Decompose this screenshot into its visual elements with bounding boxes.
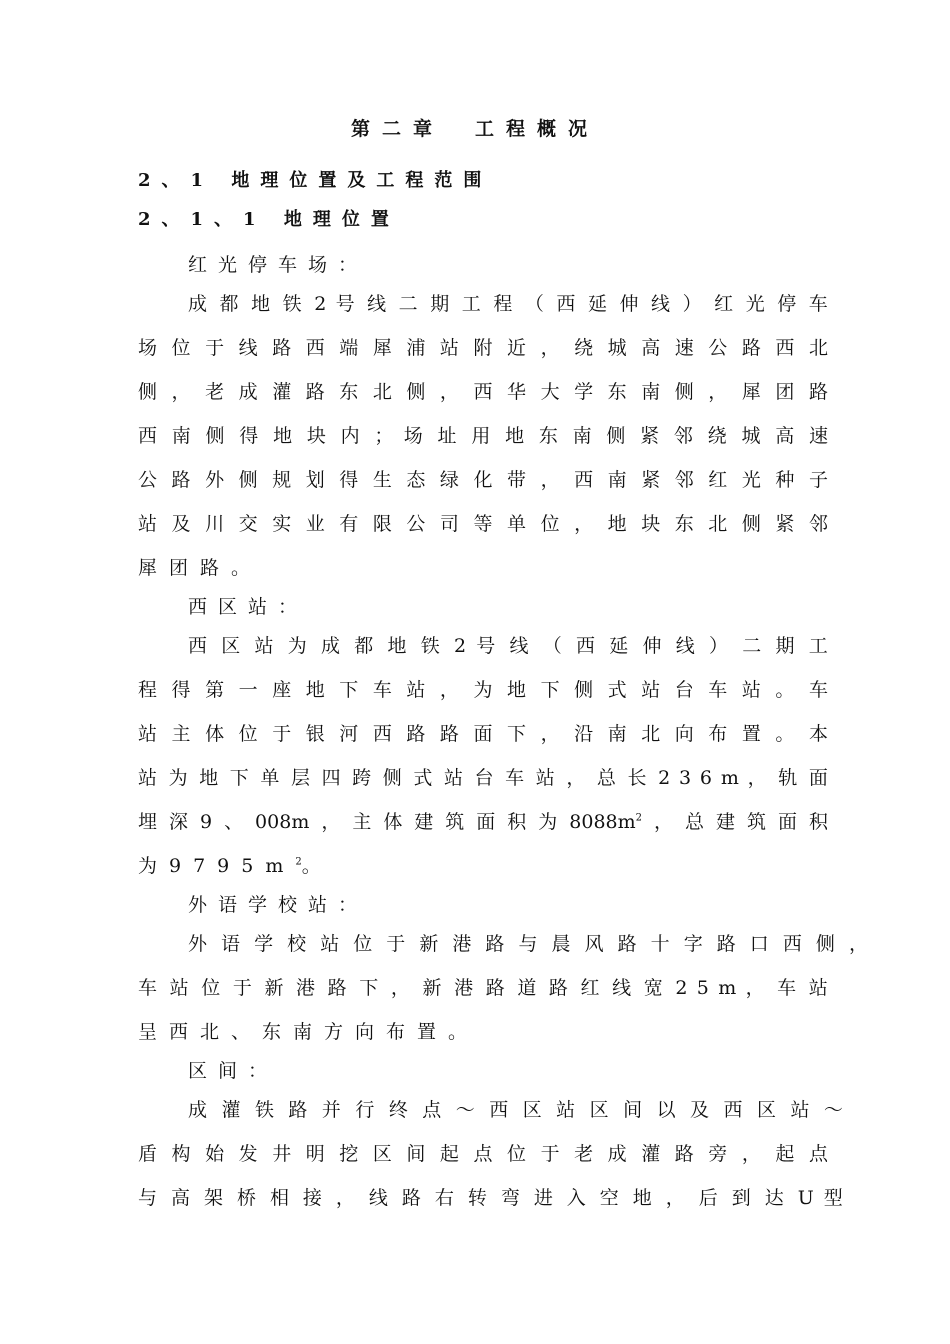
paragraph-line: 西 区 站 为 成 都 地 铁 2 号 线 （ 西 延 伸 线 ） 二 期 工 — [188, 635, 828, 657]
paragraph-line: 成 都 地 铁 2 号 线 二 期 工 程 （ 西 延 伸 线 ） 红 光 停 车 — [188, 293, 828, 315]
qujian-heading: 区间： — [188, 1060, 279, 1082]
paragraph-line: 与 高 架 桥 相 接 ， 线 路 右 转 弯 进 入 空 地 ， 后 到 达 U 型 — [138, 1187, 843, 1209]
paragraph-line: 站 为 地 下 单 层 四 跨 侧 式 站 台 车 站 ， 总 长 2 3 6 m ， 轨 面 — [138, 767, 828, 789]
paragraph-line: 程 得 第 一 座 地 下 车 站 ， 为 地 下 侧 式 站 台 车 站 。 车 — [138, 679, 828, 701]
hongguang-heading: 红光停车场： — [188, 254, 369, 276]
paragraph-line: 呈西北、东南方向布置。 — [138, 1021, 480, 1043]
paragraph-line: 站 及 川 交 实 业 有 限 公 司 等 单 位 ， 地 块 东 北 侧 紧 邻 — [138, 513, 828, 535]
paragraph-line: 西 南 侧 得 地 块 内 ； 场 址 用 地 东 南 侧 紧 邻 绕 城 高 速 — [138, 425, 828, 447]
paragraph-line: 场 位 于 线 路 西 端 犀 浦 站 附 近 ， 绕 城 高 速 公 路 西 北 — [138, 337, 828, 359]
paragraph-line: 犀团路。 — [138, 557, 263, 579]
waiyu-heading: 外语学校站： — [188, 894, 369, 916]
paragraph-line: 成 灌 铁 路 并 行 终 点 ～ 西 区 站 区 间 以 及 西 区 站 ～ — [188, 1099, 843, 1121]
text-span: ，总建筑面积 — [642, 811, 828, 833]
paragraph-line: 侧 ， 老 成 灌 路 东 北 侧 ， 西 华 大 学 东 南 侧 ， 犀 团 路 — [138, 381, 828, 403]
text-span: 为9795m — [138, 855, 296, 877]
xiqu-heading: 西区站： — [188, 596, 309, 618]
superscript: 2 — [635, 812, 643, 824]
paragraph-line: 站 主 体 位 于 银 河 西 路 路 面 下 ， 沿 南 北 向 布 置 。 本 — [138, 723, 828, 745]
paragraph-line: 车 站 位 于 新 港 路 下 ， 新 港 路 道 路 红 线 宽 2 5 m ， 车 站 — [138, 977, 828, 999]
section-heading-2-1-1: 2、1、1 地理位置 — [138, 209, 400, 230]
paragraph-line: 盾 构 始 发 井 明 挖 区 间 起 点 位 于 老 成 灌 路 旁 ， 起 点 — [138, 1143, 828, 1165]
section-heading-2-1: 2、1 地理位置及工程范围 — [138, 170, 493, 191]
paragraph-line — [138, 807, 828, 834]
paragraph-line: 外 语 学 校 站 位 于 新 港 路 与 晨 风 路 十 字 路 口 西 侧 ， — [188, 933, 868, 955]
text-span: 。 — [301, 855, 333, 877]
superscript: 2 — [295, 856, 302, 868]
paragraph-line — [138, 851, 333, 878]
paragraph-line: 公 路 外 侧 规 划 得 生 态 绿 化 带 ， 西 南 紧 邻 红 光 种 子 — [138, 469, 828, 491]
text-span: 埋深9、008m，主体建筑面积为8088m — [138, 811, 636, 833]
chapter-title: 第二章 工程概况 — [350, 118, 599, 140]
